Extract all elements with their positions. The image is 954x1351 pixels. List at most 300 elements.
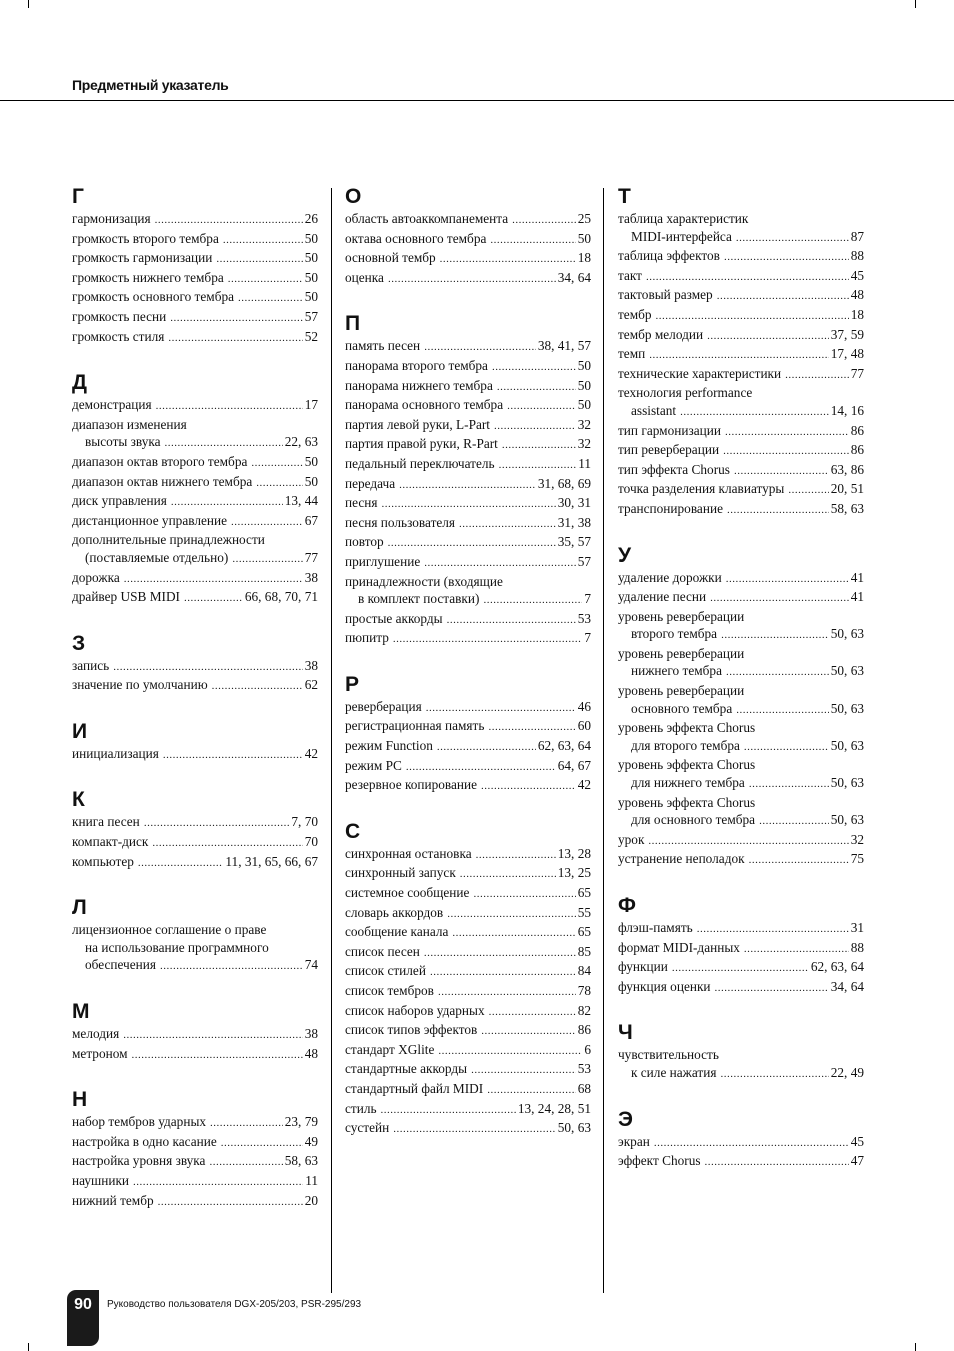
index-term: уровень реверберации — [618, 645, 745, 661]
index-entry — [345, 416, 591, 436]
index-entry-line — [345, 610, 591, 630]
page-reference: 68 — [577, 1080, 591, 1096]
page-reference: 63, 86 — [830, 461, 864, 477]
index-term: уровень эффекта Chorus — [618, 794, 756, 810]
index-entry-line — [618, 1046, 864, 1064]
dot-leader — [381, 1102, 516, 1120]
index-entry — [618, 345, 864, 365]
index-term: технические характеристики — [618, 365, 782, 381]
index-entry-line — [345, 416, 591, 436]
page-reference: 74 — [304, 957, 318, 973]
page-reference: 13, 28 — [557, 845, 591, 861]
dot-leader — [744, 941, 849, 959]
crop-mark — [28, 1343, 29, 1351]
dot-leader — [209, 1154, 282, 1172]
dot-leader — [138, 855, 224, 873]
index-entry-line — [345, 230, 591, 250]
index-entry-line — [618, 608, 864, 626]
index-term: метроном — [72, 1045, 128, 1061]
index-term: формат MIDI-данных — [618, 939, 740, 955]
dot-leader — [707, 328, 829, 346]
dot-leader — [656, 308, 849, 326]
dot-leader — [424, 555, 575, 573]
dot-leader — [132, 1047, 303, 1065]
index-term: значение по умолчанию — [72, 677, 208, 693]
index-term: assistant — [631, 402, 677, 418]
index-column-3 — [618, 186, 864, 1197]
index-entry-line — [618, 569, 864, 589]
dot-leader — [749, 776, 829, 794]
index-entry — [345, 610, 591, 630]
section-letter: У — [618, 543, 632, 567]
index-term: громкость нижнего тембра — [72, 269, 224, 285]
index-entry — [345, 904, 591, 924]
index-entry-line — [345, 475, 591, 495]
page-reference: 32 — [577, 436, 591, 452]
index-entry — [72, 1152, 318, 1172]
index-term: уровень эффекта Chorus — [618, 720, 756, 736]
index-entry-line — [345, 1021, 591, 1041]
index-term: устранение неполадок — [618, 851, 745, 867]
index-term: октава основного тембра — [345, 230, 487, 246]
index-entry-line — [72, 210, 318, 230]
index-term: такт — [618, 267, 642, 283]
index-term: MIDI-интерфейса — [631, 228, 732, 244]
index-entry-line — [345, 776, 591, 796]
page-reference: 11, 31, 65, 66, 67 — [225, 853, 318, 869]
index-entry-line — [72, 956, 318, 976]
index-entry — [345, 210, 591, 230]
index-entry-line — [345, 923, 591, 943]
dot-leader — [744, 739, 829, 757]
index-entry-line — [72, 396, 318, 416]
index-entry-line — [618, 1152, 864, 1172]
page-reference: 42 — [577, 777, 591, 793]
page-reference: 58, 63 — [284, 1153, 318, 1169]
index-entry-line — [72, 853, 318, 873]
index-entry — [345, 357, 591, 377]
section-letter: З — [72, 631, 86, 655]
index-term: уровень реверберации — [618, 683, 745, 699]
page-reference: 7 — [584, 591, 591, 607]
dot-leader — [727, 502, 829, 520]
index-entry-line — [345, 845, 591, 865]
index-entry-line — [618, 461, 864, 481]
index-entry-line — [72, 1172, 318, 1192]
index-entry-line — [345, 982, 591, 1002]
dot-leader — [123, 1027, 302, 1045]
dot-leader — [165, 435, 283, 453]
dot-leader — [438, 1043, 582, 1061]
page-reference: 67 — [304, 512, 318, 528]
section-letter: Р — [345, 672, 360, 696]
dot-leader — [788, 482, 828, 500]
index-term: мелодия — [72, 1026, 120, 1042]
index-entry-line — [345, 943, 591, 963]
page-reference: 85 — [577, 943, 591, 959]
index-entry — [345, 1041, 591, 1061]
index-section — [345, 674, 591, 796]
index-term: высоты звука — [85, 434, 161, 450]
index-term: тембр — [618, 306, 652, 322]
dot-leader — [734, 463, 829, 481]
dot-leader — [223, 232, 303, 250]
index-entry-line — [618, 345, 864, 365]
page-reference: 86 — [577, 1022, 591, 1038]
page-reference: 25 — [577, 211, 591, 226]
page-reference: 52 — [304, 328, 318, 344]
index-term: точка разделения клавиатуры — [618, 481, 785, 497]
index-entry-line — [72, 588, 318, 608]
index-entry-line — [72, 416, 318, 434]
index-entry — [345, 533, 591, 553]
index-entry — [618, 461, 864, 481]
index-section — [72, 897, 318, 976]
page-reference: 50, 63 — [830, 737, 864, 753]
index-entry-line — [618, 978, 864, 998]
index-term: чувствительность — [618, 1047, 719, 1063]
index-section — [72, 721, 318, 765]
index-entry — [345, 884, 591, 904]
index-entry — [345, 337, 591, 357]
index-term: область автоаккомпанемента — [345, 211, 509, 226]
index-entry — [72, 833, 318, 853]
index-entry-line — [618, 662, 864, 682]
dot-leader — [646, 269, 849, 287]
dot-leader — [723, 443, 849, 461]
index-term: таблица эффектов — [618, 248, 720, 264]
index-entry — [72, 588, 318, 608]
page-reference: 17, 48 — [830, 346, 864, 362]
index-term: резервное копирование — [345, 777, 478, 793]
index-term: транспонирование — [618, 500, 723, 516]
index-term: обеспечения — [85, 957, 156, 973]
index-term: книга песен — [72, 814, 140, 830]
index-term: технология performance — [618, 385, 753, 401]
dot-leader — [680, 404, 829, 422]
index-entry-line — [345, 455, 591, 475]
dot-leader — [489, 1004, 576, 1022]
page-reference: 77 — [304, 549, 318, 565]
index-entry — [618, 365, 864, 385]
dot-leader — [705, 1154, 849, 1172]
page-reference: 11 — [578, 455, 591, 471]
index-entry — [72, 1172, 318, 1192]
index-entry-line — [345, 1041, 591, 1061]
page-reference: 75 — [850, 851, 864, 867]
index-entry-line — [618, 756, 864, 774]
page-reference: 47 — [850, 1153, 864, 1169]
index-term: настройка уровня звука — [72, 1153, 206, 1169]
index-term: словарь аккордов — [345, 904, 444, 920]
index-entry — [618, 384, 864, 421]
index-entry-line — [618, 682, 864, 700]
index-term: песня — [345, 495, 378, 511]
page-reference: 50 — [577, 377, 591, 393]
index-entry-line — [345, 717, 591, 737]
page-reference: 49 — [304, 1133, 318, 1149]
index-entry — [618, 608, 864, 645]
index-entry-line — [345, 757, 591, 777]
index-entry — [72, 269, 318, 289]
index-entry — [72, 745, 318, 765]
index-term: панорама основного тембра — [345, 397, 504, 413]
dot-leader — [672, 960, 809, 978]
index-term: педальный переключатель — [345, 455, 495, 471]
dot-leader — [160, 958, 303, 976]
dot-leader — [715, 980, 829, 998]
page-reference: 62, 63, 64 — [810, 959, 864, 975]
index-entry — [345, 845, 591, 865]
dot-leader — [459, 516, 556, 534]
dot-leader — [726, 571, 849, 589]
dot-leader — [144, 815, 290, 833]
index-entry-line — [618, 500, 864, 520]
index-entry-line — [345, 377, 591, 397]
index-entry — [72, 676, 318, 696]
index-entry-line — [618, 441, 864, 461]
dot-leader — [212, 678, 303, 696]
index-term: диапазон изменения — [72, 416, 187, 432]
index-entry — [345, 943, 591, 963]
index-term: на использование программного — [85, 939, 269, 955]
page-reference: 50 — [304, 230, 318, 246]
index-section — [345, 186, 591, 288]
index-entry — [618, 794, 864, 831]
page-reference: 62, 63, 64 — [537, 738, 591, 754]
index-entry — [618, 306, 864, 326]
page-reference: 77 — [850, 365, 864, 381]
index-entry — [72, 853, 318, 873]
dot-leader — [721, 627, 829, 645]
index-entry — [618, 719, 864, 756]
index-entry-line — [618, 384, 864, 402]
index-entry-line — [618, 811, 864, 831]
dot-leader — [473, 886, 575, 904]
index-entry — [345, 962, 591, 982]
page-reference: 22, 49 — [830, 1064, 864, 1080]
page-reference: 46 — [577, 698, 591, 714]
index-entry — [345, 494, 591, 514]
dot-leader — [785, 367, 849, 385]
index-entry-line — [345, 590, 591, 610]
index-term: партия правой руки, R-Part — [345, 436, 498, 452]
index-term: удаление песни — [618, 589, 707, 605]
page-reference: 50, 63 — [830, 663, 864, 679]
index-entry — [345, 698, 591, 718]
dot-leader — [440, 251, 576, 269]
index-entry — [345, 923, 591, 943]
column-divider — [331, 188, 332, 1293]
index-entry — [72, 1192, 318, 1212]
index-entry — [618, 267, 864, 287]
index-entry — [72, 249, 318, 269]
page-reference: 31, 38 — [557, 514, 591, 530]
page-reference: 7, 70 — [291, 814, 318, 830]
page-reference: 14, 16 — [830, 402, 864, 418]
dot-leader — [724, 249, 849, 267]
index-term: (поставляемые отдельно) — [85, 549, 229, 565]
page-reference: 50, 63 — [830, 626, 864, 642]
dot-leader — [438, 984, 576, 1002]
index-entry-line — [345, 337, 591, 357]
dot-leader — [156, 398, 303, 416]
index-entry-line — [345, 573, 591, 591]
index-entry-line — [72, 939, 318, 957]
index-section — [72, 1089, 318, 1211]
index-entry — [345, 573, 591, 610]
index-entry — [618, 422, 864, 442]
index-term: таблица характеристик — [618, 211, 749, 226]
index-entry — [345, 1080, 591, 1100]
index-entry-line — [345, 737, 591, 757]
page-reference: 31, 68, 69 — [537, 475, 591, 491]
page-reference: 41 — [850, 589, 864, 605]
index-term: диск управления — [72, 493, 167, 509]
page-reference: 11 — [305, 1173, 318, 1188]
index-section — [72, 789, 318, 872]
index-term: список типов эффектов — [345, 1022, 478, 1038]
index-entry — [345, 230, 591, 250]
index-entry-line — [618, 286, 864, 306]
index-term: дорожка — [72, 569, 120, 585]
index-entry-line — [618, 645, 864, 663]
index-entry-line — [345, 249, 591, 269]
index-entry-line — [345, 1119, 591, 1139]
index-entry-line — [618, 1133, 864, 1153]
index-term: список наборов ударных — [345, 1002, 485, 1018]
index-term: партия левой руки, L-Part — [345, 416, 490, 432]
page-reference: 58, 63 — [830, 500, 864, 516]
index-term: стандарт XGlite — [345, 1041, 435, 1057]
index-term: компакт-диск — [72, 834, 149, 850]
page-number: 90 — [74, 1296, 92, 1313]
index-term: демонстрация — [72, 397, 152, 413]
index-term: основной тембр — [345, 250, 436, 266]
index-term: темп — [618, 346, 646, 362]
index-entry — [618, 850, 864, 870]
section-letter: С — [345, 819, 361, 843]
index-term: песня пользователя — [345, 514, 456, 530]
index-entry-line — [72, 288, 318, 308]
page-reference: 18 — [577, 250, 591, 266]
page-reference: 50, 63 — [830, 775, 864, 791]
index-entry — [345, 982, 591, 1002]
index-entry — [618, 978, 864, 998]
index-entry-line — [618, 919, 864, 939]
index-term: список тембров — [345, 983, 434, 998]
dot-leader — [171, 494, 283, 512]
index-entry-line — [72, 473, 318, 493]
index-entry — [345, 514, 591, 534]
index-entry-line — [618, 794, 864, 812]
index-term: нижнего тембра — [631, 663, 722, 679]
dot-leader — [736, 702, 829, 720]
dot-leader — [184, 590, 243, 608]
index-entry-line — [72, 308, 318, 328]
index-entry-line — [72, 531, 318, 549]
page-reference: 35, 57 — [557, 534, 591, 550]
index-entry — [345, 553, 591, 573]
index-entry — [618, 326, 864, 346]
dot-leader — [221, 1135, 303, 1153]
page-reference: 70 — [304, 834, 318, 850]
index-entry-line — [345, 269, 591, 289]
index-entry-line — [345, 210, 591, 230]
index-term: к силе нажатия — [631, 1064, 717, 1080]
section-letter: П — [345, 312, 361, 336]
dot-leader — [399, 477, 536, 495]
page-reference: 34, 64 — [830, 978, 864, 994]
index-entry — [72, 813, 318, 833]
section-letter: Д — [72, 371, 87, 395]
index-entry-line — [72, 230, 318, 250]
dot-leader — [447, 906, 576, 924]
index-entry-line — [72, 657, 318, 677]
index-section — [72, 372, 318, 608]
index-section — [345, 313, 591, 649]
index-term: набор тембров ударных — [72, 1114, 207, 1130]
index-entry — [618, 682, 864, 719]
index-entry-line — [72, 813, 318, 833]
index-entry — [72, 396, 318, 416]
section-letter: К — [72, 788, 85, 812]
index-entry-line — [618, 326, 864, 346]
index-entry-line — [618, 267, 864, 287]
index-entry — [345, 249, 591, 269]
page-reference: 6 — [584, 1041, 591, 1057]
page-reference: 65 — [577, 924, 591, 940]
dot-leader — [388, 271, 556, 289]
index-section — [618, 186, 864, 520]
index-term: в комплект поставки) — [358, 591, 480, 607]
index-term: уровень реверберации — [618, 608, 745, 624]
index-entry-line — [72, 833, 318, 853]
page-reference: 50, 63 — [830, 812, 864, 828]
page-reference: 38 — [304, 569, 318, 585]
dot-leader — [393, 631, 582, 649]
dot-leader — [430, 964, 576, 982]
page-reference: 86 — [850, 422, 864, 438]
index-entry-line — [72, 745, 318, 765]
index-term: тип гармонизации — [618, 422, 721, 438]
index-entry — [345, 737, 591, 757]
index-term: диапазон октав второго тембра — [72, 453, 248, 469]
dot-leader — [507, 398, 576, 416]
index-entry-line — [618, 737, 864, 757]
index-entry — [72, 328, 318, 348]
index-section — [345, 821, 591, 1139]
index-entry — [345, 269, 591, 289]
dot-leader — [251, 455, 302, 473]
page-reference: 57 — [304, 308, 318, 324]
page-reference: 41 — [850, 569, 864, 585]
index-entry-line — [345, 1100, 591, 1120]
index-entry — [72, 492, 318, 512]
index-entry-line — [618, 306, 864, 326]
index-entry-line — [72, 1025, 318, 1045]
page-reference: 38 — [304, 1026, 318, 1042]
index-entry-line — [345, 864, 591, 884]
index-term: для основного тембра — [631, 812, 756, 828]
page-reference: 50 — [577, 357, 591, 373]
index-entry — [618, 588, 864, 608]
index-term: наушники — [72, 1173, 130, 1188]
index-section — [72, 186, 318, 347]
page-reference: 62 — [304, 677, 318, 693]
dot-leader — [726, 664, 829, 682]
index-entry — [72, 569, 318, 589]
